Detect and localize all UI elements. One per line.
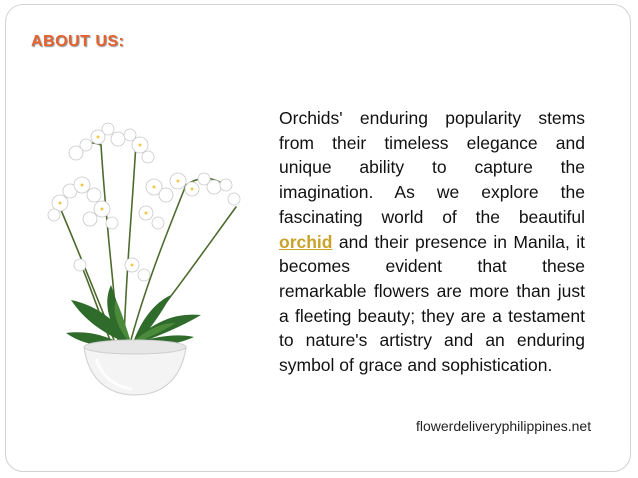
slide: [5, 4, 631, 472]
source-watermark: flowerdeliveryphilippines.net: [416, 418, 592, 434]
about-paragraph: [279, 106, 585, 378]
orchid-link[interactable]: orchid: [279, 231, 333, 252]
section-heading: ABOUT US:: [31, 33, 125, 50]
paragraph-text-end: and their presence in Manila, it becomes evident that these remarkable flowers are more than just a fleeting beauty; they are a testament to nature's artistry and an enduring symbol of grace and sophistication.: [279, 231, 585, 376]
orchid-plant-image: [36, 115, 261, 405]
paragraph-text-start: Orchids' enduring popularity stems from their timeless elegance and unique ability to capture the imagination. As we explore the fascinating world of the beautiful: [279, 108, 585, 227]
